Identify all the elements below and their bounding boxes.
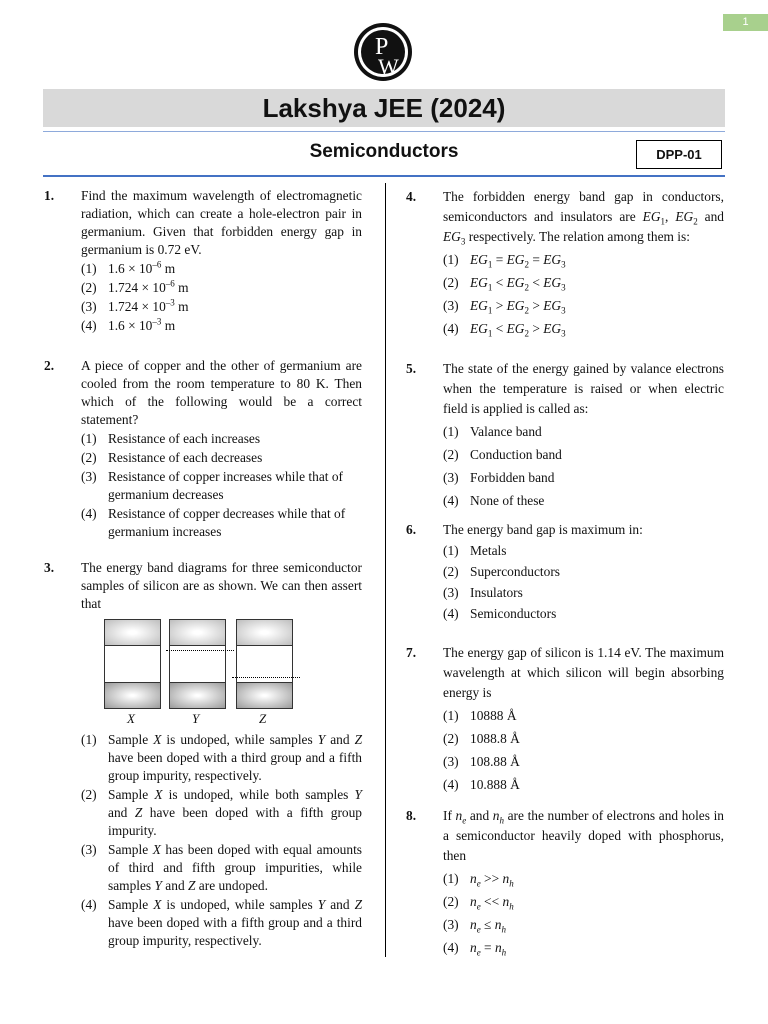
question-stem: The forbidden energy band gap in conductors, semiconductors and insulators are $EG_1$, $EG_2$ and $EG_3$ respectively. The relation among them is: — [443, 189, 724, 247]
column-divider — [385, 183, 386, 957]
option[interactable]: (4) 10.888 Å — [443, 777, 520, 792]
band-x — [104, 619, 161, 709]
band-y — [169, 619, 226, 709]
option[interactable]: (3) 108.88 Å — [443, 754, 520, 769]
page-title: Lakshya JEE (2024) — [43, 89, 725, 127]
option[interactable]: (2) $EG_1 < EG_2 < EG_3$ — [443, 275, 566, 293]
dpp-tag: DPP-01 — [636, 140, 722, 169]
option[interactable]: (4) Semiconductors — [443, 606, 557, 621]
option[interactable]: (2) 1088.8 Å — [443, 731, 520, 746]
question-1 — [44, 187, 362, 335]
option[interactable]: (4) $n_e = n_h$ — [443, 940, 507, 958]
question-number: 8. — [406, 808, 417, 823]
label-z: Z — [259, 711, 267, 726]
question-stem: The energy gap of silicon is 1.14 eV. The maximum wavelength at which silicon will begin absorbing energy is — [443, 645, 724, 700]
divider — [43, 175, 725, 177]
option[interactable]: (2) $n_e << n_h$ — [443, 894, 514, 912]
option[interactable]: (3) Sample X has been doped with equal amounts of third and fifth group impurities, while samples Y and Z are undoped. — [81, 842, 362, 893]
option[interactable]: (2) Resistance of each decreases — [81, 450, 263, 465]
chapter-title: Semiconductors — [309, 141, 459, 162]
option[interactable]: (2) $1.724 \times 10^{-6}$ m — [81, 278, 189, 295]
energy-band-diagram — [104, 619, 324, 727]
divider — [43, 131, 725, 132]
page-number: 1 — [723, 14, 768, 31]
question-number: 7. — [406, 645, 417, 660]
option[interactable]: (3) $EG_1 > EG_2 > EG_3$ — [443, 298, 566, 316]
question-stem: The energy band gap is maximum in: — [443, 522, 643, 537]
band-z — [236, 619, 293, 709]
option[interactable]: (4) None of these — [443, 493, 545, 508]
option[interactable]: (1) Metals — [443, 543, 507, 558]
question-6 — [406, 521, 724, 623]
option[interactable]: (3) Resistance of copper increases while that of germanium decreases — [81, 469, 343, 502]
option[interactable]: (4) $EG_1 < EG_2 > EG_3$ — [443, 321, 566, 339]
question-number: 4. — [406, 189, 417, 204]
label-y: Y — [192, 711, 200, 726]
question-5 — [406, 359, 724, 511]
option[interactable]: (1) Sample X is undoped, while samples Y and Z have been doped with a third group and a fifth group impurity, respectively. — [81, 732, 363, 783]
svg-text:P: P — [375, 34, 389, 60]
question-number: 3. — [44, 560, 55, 575]
donor-level — [232, 677, 300, 678]
option[interactable]: (4) Resistance of copper decreases while that of germanium increases — [81, 506, 346, 539]
option[interactable]: (1) 10888 Å — [443, 708, 517, 723]
option[interactable]: (1) $1.6 \times 10^{-6}$ m — [81, 259, 176, 276]
option[interactable]: (2) Superconductors — [443, 564, 560, 579]
question-stem: A piece of copper and the other of germanium are cooled from the room temperature to 80 K. Then which of the following would be a correct statement? — [81, 358, 362, 427]
option[interactable]: (1) $EG_1 = EG_2 = EG_3$ — [443, 252, 566, 270]
question-stem: The energy band diagrams for three semiconductor samples of silicon are as shown. We can then assert that — [81, 560, 362, 611]
option[interactable]: (1) Valance band — [443, 424, 542, 439]
svg-text:W: W — [378, 54, 399, 79]
option[interactable]: (2) Sample X is undoped, while both samples Y and Z have been doped with a fifth group impurity. — [81, 787, 362, 838]
question-7 — [406, 643, 724, 795]
option[interactable]: (4) Sample X is undoped, while samples Y and Z have been doped with a fifth group and a third group impurity, respectively. — [81, 897, 363, 948]
pw-logo — [353, 20, 413, 84]
question-stem: The state of the energy gained by valance electrons when the temperature is raised or when electric field is applied is called as: — [443, 361, 724, 416]
option[interactable]: (3) Insulators — [443, 585, 523, 600]
option[interactable]: (3) $1.724 \times 10^{-3}$ m — [81, 297, 189, 314]
question-stem: Find the maximum wavelength of electromagnetic radiation, which can create a hole-electron pair in germanium. Given that forbidden energy gap in germanium is 0.72 eV. — [81, 188, 362, 257]
option[interactable]: (1) $n_e >> n_h$ — [443, 871, 514, 889]
label-x: X — [127, 711, 135, 726]
option[interactable]: (3) $n_e \le n_h$ — [443, 917, 506, 935]
option[interactable]: (2) Conduction band — [443, 447, 562, 462]
question-3 — [44, 559, 362, 950]
acceptor-level — [166, 650, 234, 651]
question-4 — [406, 187, 724, 339]
option[interactable]: (1) Resistance of each increases — [81, 431, 261, 446]
question-number: 5. — [406, 361, 417, 376]
question-number: 6. — [406, 522, 417, 537]
question-number: 1. — [44, 188, 55, 203]
question-8 — [406, 806, 724, 958]
question-2 — [44, 357, 362, 541]
question-number: 2. — [44, 358, 55, 373]
question-stem: If $n_e$ and $n_h$ are the number of electrons and holes in a semiconductor heavily doped with phosphorus, then — [443, 808, 724, 863]
option[interactable]: (4) $1.6 \times 10^{-3}$ m — [81, 316, 176, 333]
option[interactable]: (3) Forbidden band — [443, 470, 555, 485]
